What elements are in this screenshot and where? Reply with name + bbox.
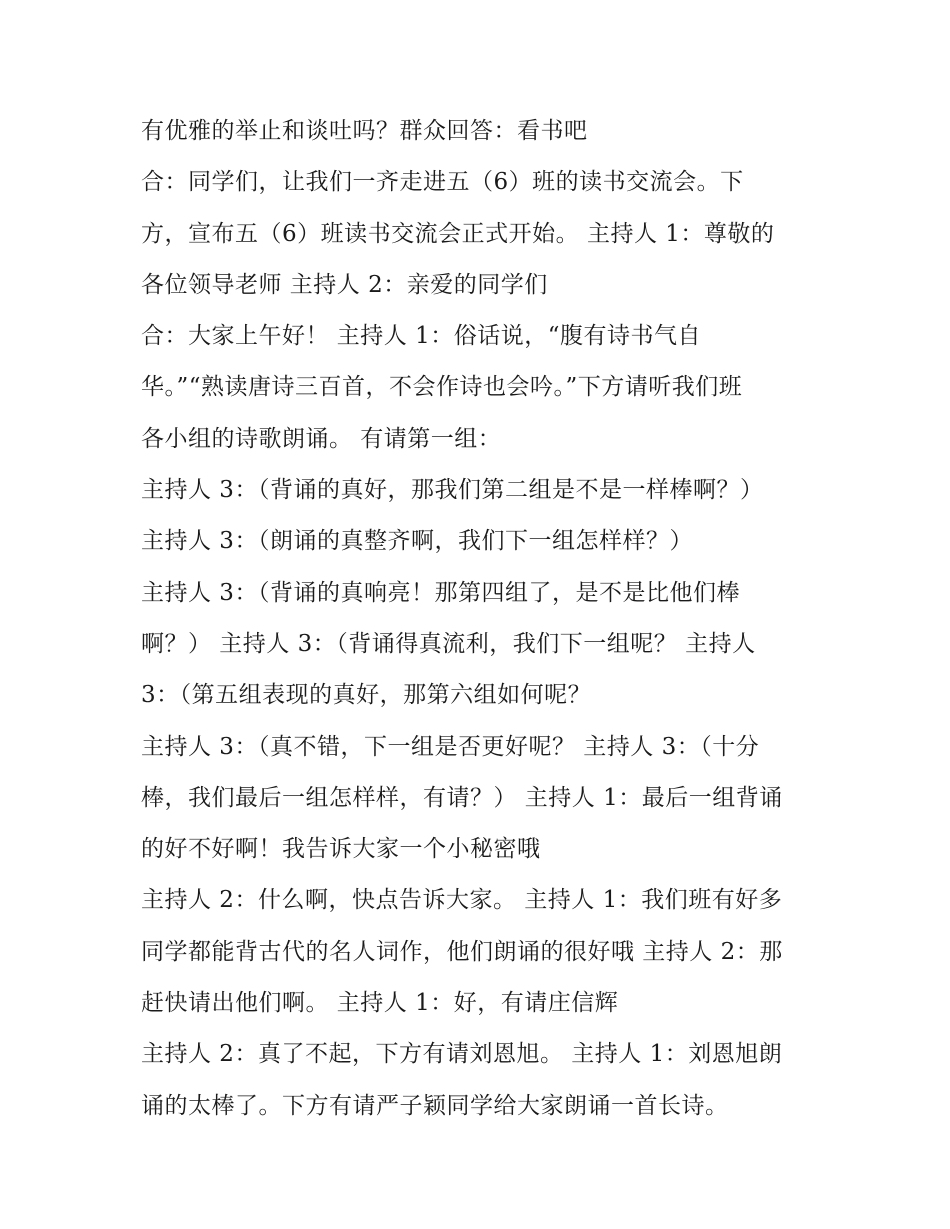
text-line: 赶快请出他们啊。 主持人 1：好，有请庄信辉: [141, 990, 619, 1017]
text-line: 同学都能背古代的名人词作，他们朗诵的很好哦 主持人 2：那: [141, 938, 783, 965]
text-line: 合：大家上午好！ 主持人 1：俗话说，“腹有诗书气自: [141, 323, 702, 350]
text-line: 主持人 2：真了不起，下方有请刘恩旭。 主持人 1：刘恩旭朗: [141, 1041, 783, 1068]
text-line: 主持人 3：（背诵的真响亮！那第四组了，是不是比他们棒: [141, 579, 740, 606]
text-line: 的好不好啊！我告诉大家一个小秘密哦: [141, 836, 541, 863]
text-line: 主持人 3：（真不错，下一组是否更好呢？ 主持人 3：（十分: [141, 733, 760, 760]
text-line: 各小组的诗歌朗诵。 有请第一组：: [141, 425, 502, 452]
text-line: 主持人 2：什么啊，快点告诉大家。 主持人 1：我们班有好多: [141, 887, 783, 914]
text-line: 主持人 3：（朗诵的真整齐啊，我们下一组怎样样？）: [141, 528, 693, 555]
text-line: 方，宣布五（6）班读书交流会正式开始。 主持人 1：尊敬的: [141, 220, 775, 247]
text-line: 各位领导老师 主持人 2：亲爱的同学们: [141, 271, 548, 298]
text-line: 主持人 3：（背诵的真好，那我们第二组是不是一样棒啊？）: [141, 477, 764, 504]
text-line: 诵的太棒了。下方有请严子颖同学给大家朗诵一首长诗。: [141, 1092, 729, 1119]
text-line: 合：同学们，让我们一齐走进五（6）班的读书交流会。下: [141, 169, 744, 196]
text-line: 啊？） 主持人 3：（背诵得真流利，我们下一组呢？ 主持人: [141, 630, 756, 657]
text-line: 3：（第五组表现的真好，那第六组如何呢？: [141, 682, 592, 709]
text-line: 有优雅的举止和谈吐吗？群众回答：看书吧: [141, 118, 588, 144]
text-line: 华。”“熟读唐诗三百首，不会作诗也会吟。”下方请听我们班: [141, 374, 743, 401]
document-body: [141, 106, 821, 1132]
text-line: 棒，我们最后一组怎样样，有请？） 主持人 1：最后一组背诵: [141, 784, 783, 811]
